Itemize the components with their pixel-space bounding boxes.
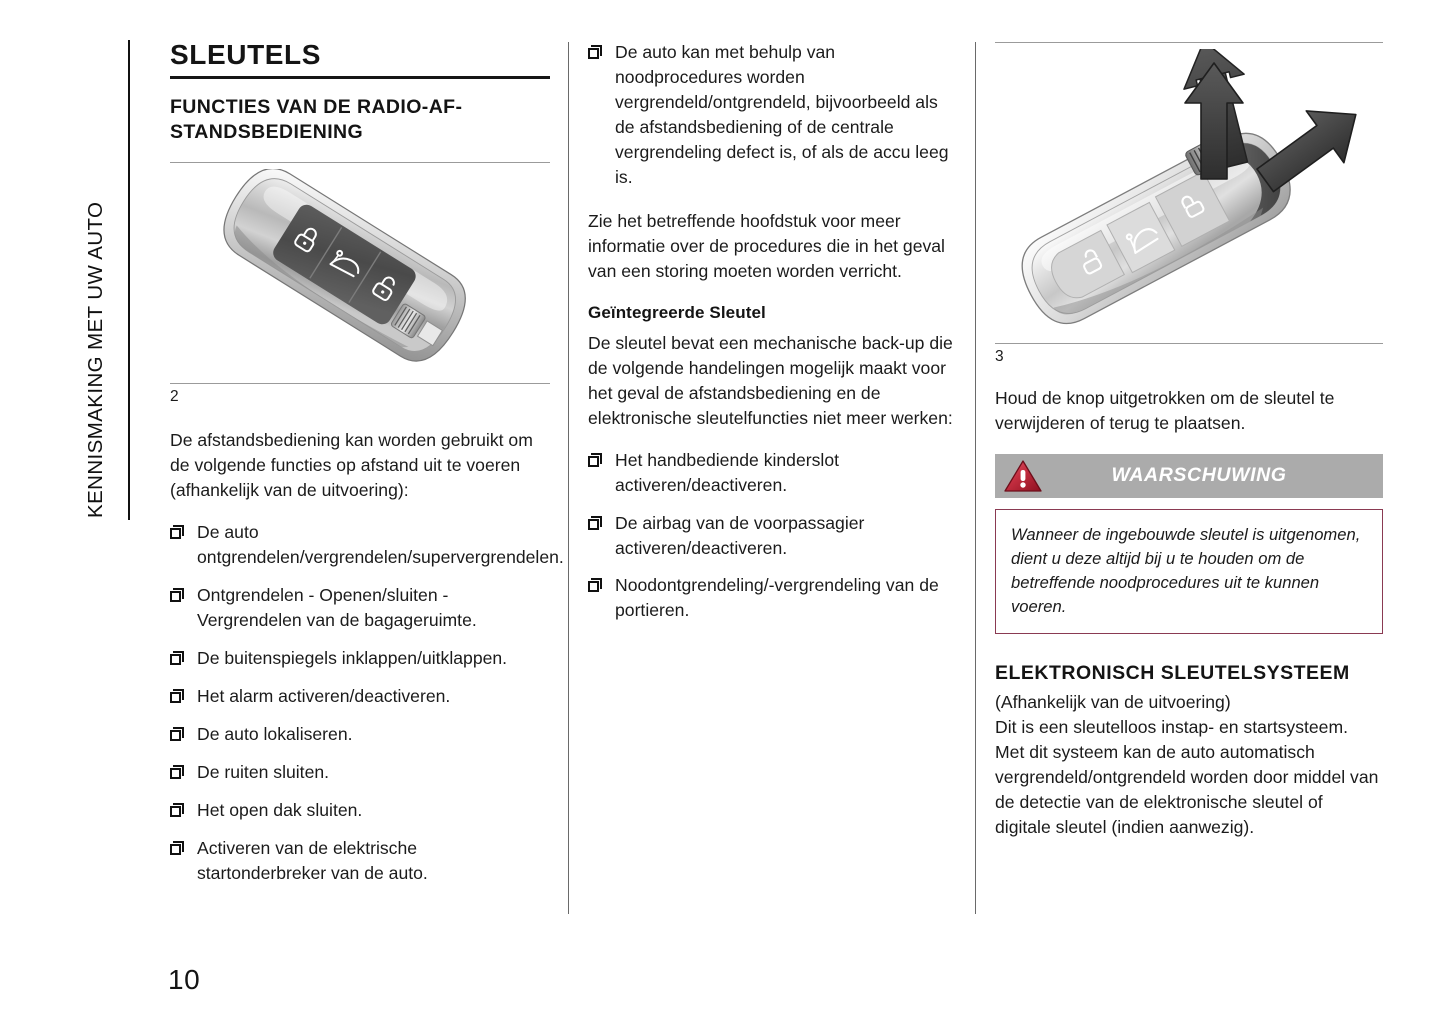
figure-3-rule (995, 343, 1383, 344)
middle-paragraph-2: De sleutel bevat een mechanische back-up die de volgende handelingen mogelijk maakt voor het geval de afstandsbediening en de elektronische sleutelfuncties niet meer werken: (588, 332, 953, 428)
list-item-label: Het alarm activeren/deactiveren. (197, 686, 451, 707)
list-item (170, 684, 550, 709)
checkbox-bullet-icon (588, 453, 602, 467)
right-body-line-2: Dit is een sleutelloos instap- en startsysteem. (995, 716, 1349, 737)
list-item (170, 798, 550, 823)
list-item-label: De auto kan met behulp van noodprocedures worden vergrendeld/ontgrendeld, bijvoorbeeld als de afstandsbediening of de centrale vergrendeling defect is, of als de accu leeg is. (615, 42, 949, 187)
chapter-tab-label: KENNISMAKING MET UW AUTO (84, 201, 107, 518)
list-item (588, 511, 960, 561)
middle-mini-heading: Geïntegreerde Sleutel (588, 302, 766, 322)
list-item (588, 573, 960, 623)
list-item-label: De auto ontgrendelen/vergrendelen/supervergrendelen. (197, 522, 564, 568)
list-item (170, 583, 550, 633)
right-body-line-1: (Afhankelijk van de uitvoering) (995, 691, 1231, 712)
warning-triangle-icon (995, 459, 1051, 493)
right-body-line-3: Met dit systeem kan de auto automatisch vergrendeld/ontgrendeld worden door middel van de detectie van de elektronische sleutel of digitale sleutel (indien aanwezig). (995, 741, 1379, 837)
left-intro-paragraph: De afstandsbediening kan worden gebruikt om de volgende functies op afstand uit te voeren (afhankelijk van de uitvoering): (170, 430, 533, 501)
right-column (995, 40, 1383, 840)
chapter-tab (78, 40, 130, 520)
figure-3-number: 3 (995, 348, 1004, 365)
column-divider-2 (975, 42, 976, 914)
key-fob-illustration (170, 169, 550, 379)
right-block-heading: ELEKTRONISCH SLEUTELSYSTEEM (995, 661, 1350, 684)
chapter-tab-rule (128, 40, 130, 520)
checkbox-bullet-icon (170, 803, 184, 817)
checkbox-bullet-icon (170, 727, 184, 741)
list-item (170, 722, 550, 747)
middle-bullet-list-bottom (588, 448, 960, 624)
list-item-label: Ontgrendelen - Openen/sluiten - Vergrendelen van de bagageruimte. (197, 585, 477, 631)
checkbox-bullet-icon (588, 578, 602, 592)
list-item-label: Het open dak sluiten. (197, 799, 363, 820)
subtitle-rule (170, 162, 550, 163)
middle-bullet-list-top (588, 40, 960, 190)
list-item (588, 448, 960, 498)
list-item (170, 760, 550, 785)
warning-body (995, 509, 1383, 634)
list-item-label: De auto lokaliseren. (197, 724, 353, 745)
list-item (170, 520, 564, 570)
list-item-label: Activeren van de elektrische startonderbreker van de auto. (197, 837, 428, 883)
list-item-label: De ruiten sluiten. (197, 761, 330, 782)
checkbox-bullet-icon (170, 588, 184, 602)
middle-paragraph-1: Zie het betreffende hoofdstuk voor meer informatie over de procedures die in het geval van een storing moeten worden verricht. (588, 210, 945, 281)
list-item-label: Het handbediende kinderslot activeren/deactiveren. (615, 449, 839, 495)
title-rule (170, 76, 550, 79)
checkbox-bullet-icon (170, 689, 184, 703)
middle-column (588, 40, 960, 623)
right-paragraph-1: Houd de knop uitgetrokken om de sleutel te verwijderen of terug te plaatsen. (995, 388, 1335, 433)
checkbox-bullet-icon (588, 45, 602, 59)
page-title: SLEUTELS (170, 39, 322, 70)
warning-header-bar (995, 454, 1383, 498)
right-top-rule (995, 42, 1383, 43)
figure-2 (170, 169, 550, 406)
checkbox-bullet-icon (170, 765, 184, 779)
warning-text: Wanneer de ingebouwde sleutel is uitgenomen, dient u deze altijd bij u te houden om de betreffende noodprocedures uit te kunnen voeren. (1011, 524, 1361, 616)
checkbox-bullet-icon (588, 516, 602, 530)
figure-2-rule (170, 383, 550, 384)
list-item (170, 836, 550, 886)
list-item-label: De airbag van de voorpassagier activeren/deactiveren. (615, 512, 865, 558)
list-item (170, 646, 550, 671)
figure-3 (995, 49, 1383, 366)
left-bullet-list (170, 520, 564, 886)
subsection-title: FUNCTIES VAN DE RADIO-AF-STANDSBEDIENING (170, 96, 463, 144)
figure-2-number: 2 (170, 388, 179, 406)
list-item-label: Noodontgrendeling/-vergrendeling van de portieren. (615, 575, 939, 621)
warning-label: WAARSCHUWING (1111, 464, 1287, 487)
left-column (170, 39, 564, 886)
checkbox-bullet-icon (170, 841, 184, 855)
page-number: 10 (168, 964, 201, 995)
list-item-label: De buitenspiegels inklappen/uitklappen. (197, 648, 508, 669)
column-divider-1 (568, 42, 569, 914)
key-fob-pullout-illustration (995, 49, 1383, 339)
list-item (588, 40, 960, 190)
checkbox-bullet-icon (170, 525, 184, 539)
checkbox-bullet-icon (170, 651, 184, 665)
